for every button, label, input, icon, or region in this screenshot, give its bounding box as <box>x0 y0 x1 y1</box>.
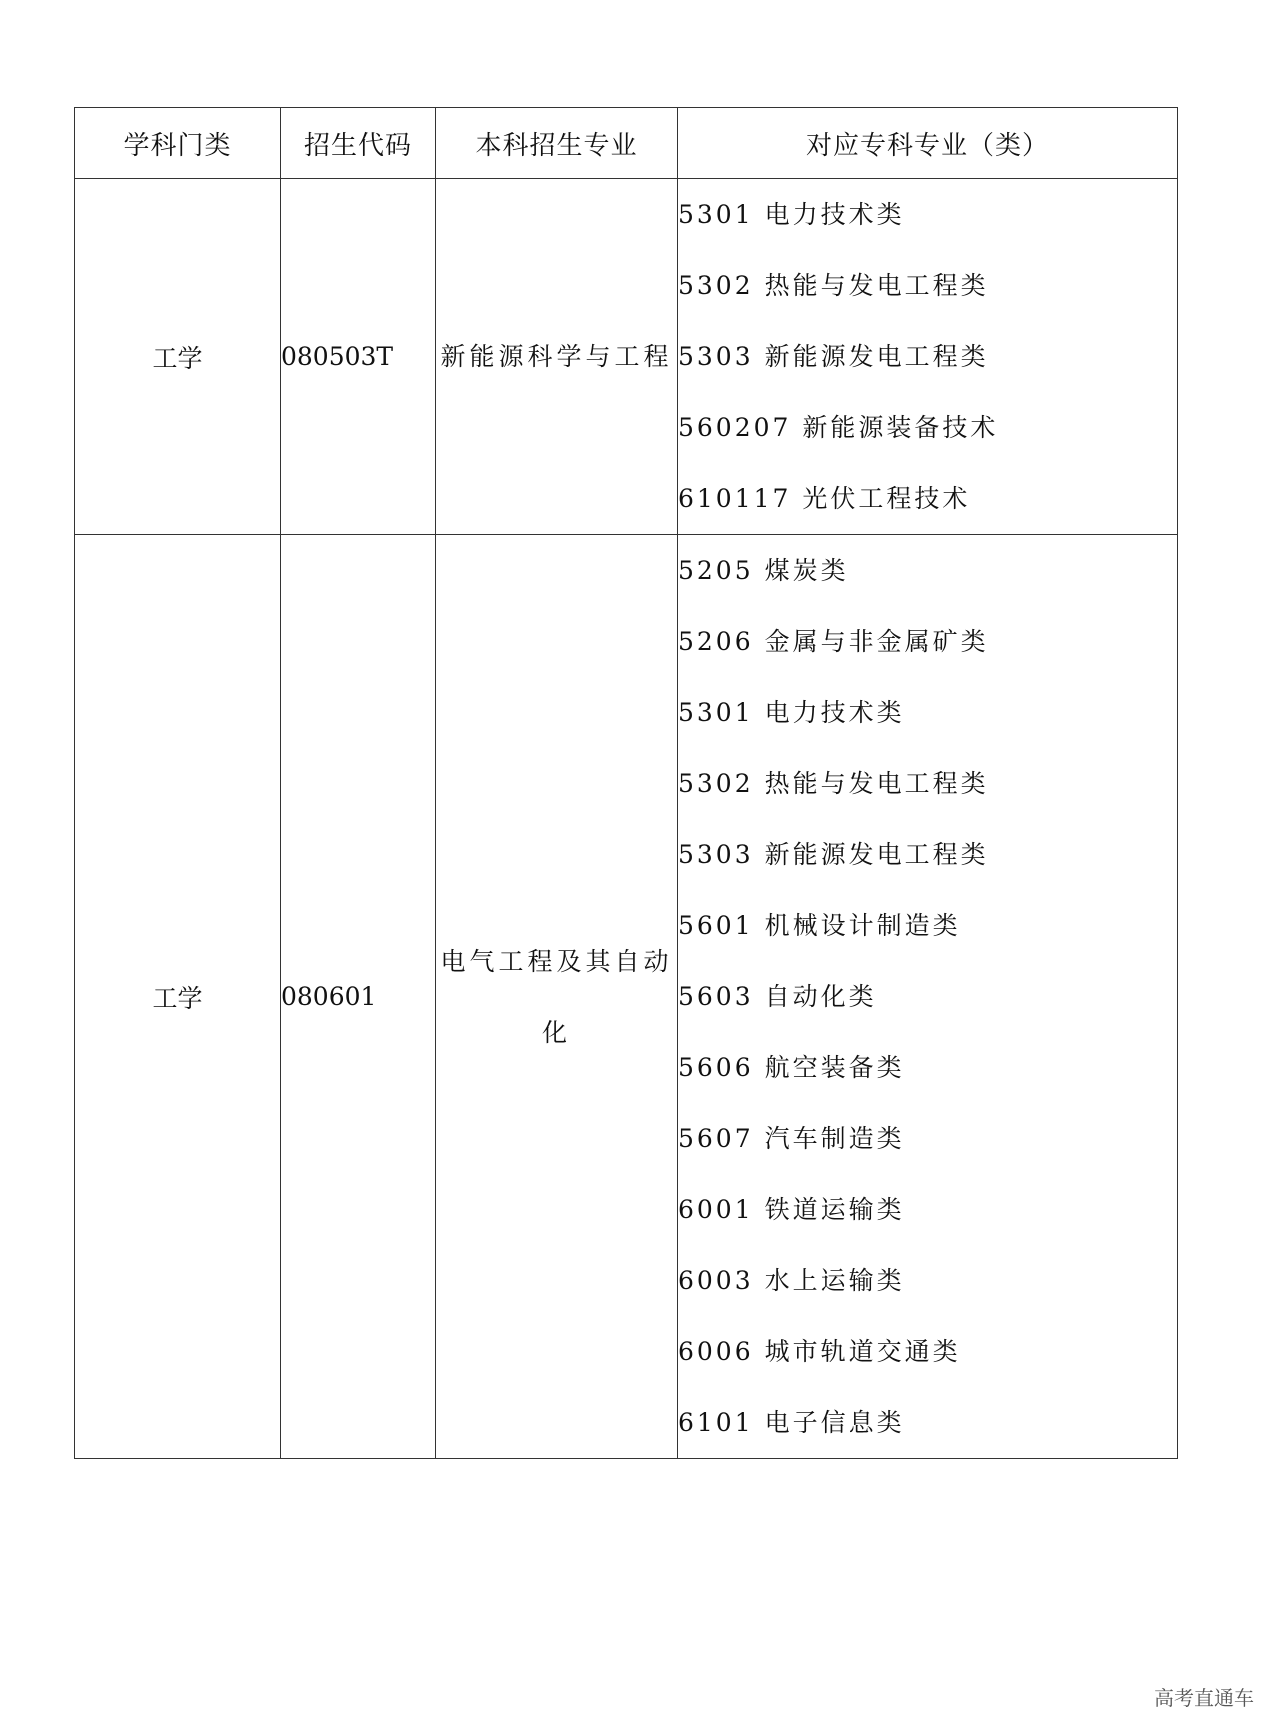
table-row <box>75 179 1178 535</box>
related-major-item: 6003 水上运输类 <box>678 1266 905 1295</box>
related-major-item: 5607 汽车制造类 <box>678 1124 905 1153</box>
related-major-item: 5303 新能源发电工程类 <box>678 840 989 869</box>
watermark: 高考直通车 <box>1154 1686 1254 1710</box>
table-header-row <box>75 108 1178 179</box>
related-major-item: 610117 光伏工程技术 <box>678 484 971 513</box>
code-cell: 080503T <box>281 179 436 535</box>
header-category: 学科门类 <box>75 108 281 179</box>
majors-table <box>74 107 1178 1459</box>
major-cell: 电气工程及其自动化 <box>436 535 678 1459</box>
related-majors-cell <box>678 179 1178 535</box>
related-major-item: 5303 新能源发电工程类 <box>678 342 989 371</box>
related-major-item: 5206 金属与非金属矿类 <box>678 627 989 656</box>
related-major-item: 5301 电力技术类 <box>678 200 905 229</box>
related-major-item: 6101 电子信息类 <box>678 1408 905 1437</box>
related-majors-cell <box>678 535 1178 1459</box>
related-major-item: 5603 自动化类 <box>678 982 877 1011</box>
major-cell: 新能源科学与工程 <box>436 179 678 535</box>
code-cell: 080601 <box>281 535 436 1459</box>
related-major-item: 5302 热能与发电工程类 <box>678 769 989 798</box>
category-cell: 工学 <box>75 179 281 535</box>
header-major: 本科招生专业 <box>436 108 678 179</box>
related-major-item: 5601 机械设计制造类 <box>678 911 961 940</box>
related-major-item: 5302 热能与发电工程类 <box>678 271 989 300</box>
related-major-item: 6001 铁道运输类 <box>678 1195 905 1224</box>
header-related-majors: 对应专科专业（类） <box>678 108 1178 179</box>
related-major-item: 5606 航空装备类 <box>678 1053 905 1082</box>
table-row <box>75 535 1178 1459</box>
category-cell: 工学 <box>75 535 281 1459</box>
related-major-item: 6006 城市轨道交通类 <box>678 1337 961 1366</box>
related-major-item: 5301 电力技术类 <box>678 698 905 727</box>
related-major-item: 5205 煤炭类 <box>678 556 849 585</box>
related-major-item: 560207 新能源装备技术 <box>678 413 999 442</box>
header-code: 招生代码 <box>281 108 436 179</box>
